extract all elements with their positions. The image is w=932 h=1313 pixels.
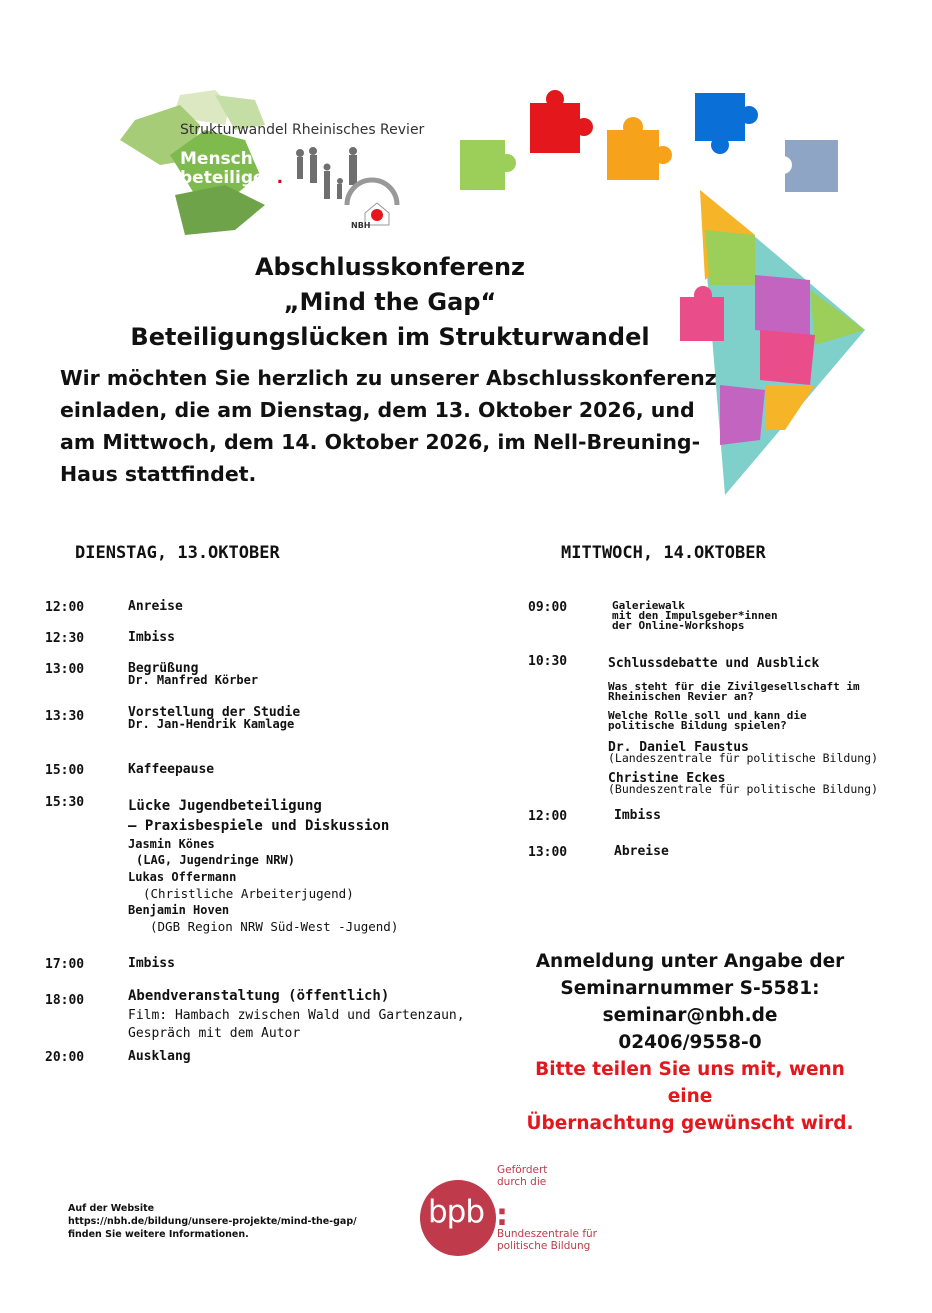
logo-slogan — [180, 150, 283, 188]
bpb-funded-label — [497, 1164, 547, 1188]
logo-title: Strukturwandel Rheinisches Revier — [180, 122, 425, 138]
day1-time: 20:00 — [45, 1050, 85, 1065]
day1-panel-person: Lukas Offermann — [128, 870, 237, 884]
day1-item-title: Lücke Jugendbeteiligung — [128, 798, 322, 814]
day1-item-speaker: Dr. Manfred Körber — [128, 673, 259, 687]
day1-item-title: Imbiss — [128, 956, 175, 971]
map-region-dark — [175, 185, 265, 235]
day2-time: 13:00 — [528, 845, 568, 860]
bpb-funded-line: durch die — [497, 1176, 547, 1188]
nbh-label: NBH — [351, 221, 371, 230]
bpb-funded-line: Gefördert — [497, 1164, 548, 1176]
bpb-logo-text: bpb — [428, 1194, 485, 1230]
conference-header — [100, 250, 680, 355]
day2-item-title: Imbiss — [614, 808, 661, 823]
day2-speaker: Christine Eckes — [608, 771, 726, 786]
day2-item-title: Abreise — [614, 844, 669, 859]
logo-slogan-line1: Menschen — [180, 149, 277, 169]
day2-speaker: Dr. Daniel Faustus — [608, 740, 749, 755]
day1-time: 12:30 — [45, 631, 85, 646]
footer-info — [68, 1202, 357, 1241]
day2-time: 09:00 — [528, 600, 568, 615]
header-motto: „Mind the Gap“ — [283, 288, 497, 316]
day2-speaker-org: (Bundeszentrale für politische Bildung) — [608, 782, 879, 796]
puzzle-blue-icon — [695, 93, 758, 154]
day2-item-line: mit den Impulsgeber*innen — [612, 609, 778, 622]
day1-time: 13:30 — [45, 709, 85, 724]
puzzle-green-icon — [460, 140, 516, 190]
day2-time: 10:30 — [528, 654, 568, 669]
puzzle-red-icon — [530, 90, 593, 153]
day1-time: 12:00 — [45, 600, 85, 615]
header-title: Abschlusskonferenz — [254, 253, 525, 281]
day1-item-title: Vorstellung der Studie — [128, 705, 301, 720]
nbh-logo-icon — [347, 180, 397, 225]
registration-phone: 02406/9558-0 — [618, 1032, 762, 1053]
day1-item-title: Begrüßung — [128, 661, 199, 676]
day2-speaker-org: (Landeszentrale für politische Bildung) — [608, 751, 879, 765]
logo-slogan-line2: beteiligen. — [180, 168, 284, 188]
day1-item-title: Abendveranstaltung (öffentlich) — [128, 988, 390, 1004]
day1-item-title: Kaffeepause — [128, 762, 215, 777]
bpb-name — [497, 1228, 597, 1252]
registration-info — [520, 948, 860, 1137]
day1-item-speaker: Dr. Jan-Hendrik Kamlage — [128, 717, 295, 731]
day1-time: 18:00 — [45, 993, 85, 1008]
day1-panel-person: Jasmin Könes — [128, 837, 215, 851]
day2-item-line: Galeriewalk — [612, 599, 685, 612]
day1-time: 15:30 — [45, 795, 85, 810]
header-subtitle: Beteiligungslücken im Strukturwandel — [130, 323, 650, 351]
day1-panel-org: (Christliche Arbeiterjugend) — [143, 886, 354, 901]
day1-item-title: Anreise — [128, 599, 183, 614]
day1-panel-org: (DGB Region NRW Süd-West -Jugend) — [150, 919, 399, 934]
day1-panel-org: (LAG, Jugendringe NRW) — [136, 853, 295, 867]
day2-question: Rheinischen Revier an? — [608, 690, 754, 703]
day1-time: 13:00 — [45, 662, 85, 677]
day2-question: Was steht für die Zivilgesellschaft im — [608, 680, 860, 693]
puzzle-slate-icon — [774, 140, 838, 192]
day1-panel-person: Benjamin Hoven — [128, 903, 230, 917]
day2-item-line: der Online-Workshops — [612, 619, 745, 632]
day1-item-detail: Film: Hambach zwischen Wald und Gartenzaun, — [128, 1008, 465, 1023]
day2-title: MITTWOCH, 14.OKTOBER — [561, 543, 766, 563]
day1-title: DIENSTAG, 13.OKTOBER — [75, 543, 280, 563]
day1-item-title: Ausklang — [128, 1049, 191, 1064]
footer-link[interactable]: https://nbh.de/bildung/unsere-projekte/mind-the-gap/ — [68, 1216, 357, 1227]
registration-line: Anmeldung unter Angabe der — [535, 951, 845, 972]
day1-time: 15:00 — [45, 763, 85, 778]
registration-email[interactable]: seminar@nbh.de — [602, 1005, 778, 1026]
day2-question: politische Bildung spielen? — [608, 719, 787, 732]
bpb-logo-colon: : — [496, 1198, 508, 1233]
people-icon — [296, 147, 357, 199]
day1-item-title: Imbiss — [128, 630, 175, 645]
day1-item-detail: Gespräch mit dem Autor — [128, 1026, 301, 1041]
bpb-name-line: Bundeszentrale für — [497, 1228, 597, 1240]
intro-text: Wir möchten Sie herzlich zu unserer Abschlusskonferenz einladen, die am Dienstag, dem 13. Oktober 2026, und am Mittwoch, dem 14. Oktober 2026, im Nell-Breuning-Haus stattfindet. — [60, 366, 717, 486]
day1-time: 17:00 — [45, 957, 85, 972]
day1-item-title2: – Praxisbespiele und Diskussion — [128, 818, 390, 834]
registration-line: Seminarnummer S-5581: — [560, 978, 820, 999]
footer-line: finden Sie weitere Informationen. — [68, 1229, 249, 1240]
day2-time: 12:00 — [528, 809, 568, 824]
overnight-notice: Bitte teilen Sie uns mit, wenn eine — [535, 1059, 845, 1107]
bpb-name-line: politische Bildung — [497, 1240, 591, 1252]
puzzle-orange-icon — [607, 117, 672, 180]
footer-line: Auf der Website — [68, 1203, 155, 1214]
puzzle-triangle-icon — [700, 190, 865, 495]
day2-item-title: Schlussdebatte und Ausblick — [608, 656, 820, 671]
overnight-notice: Übernachtung gewünscht wird. — [526, 1113, 854, 1134]
day2-question: Welche Rolle soll und kann die — [608, 709, 807, 722]
